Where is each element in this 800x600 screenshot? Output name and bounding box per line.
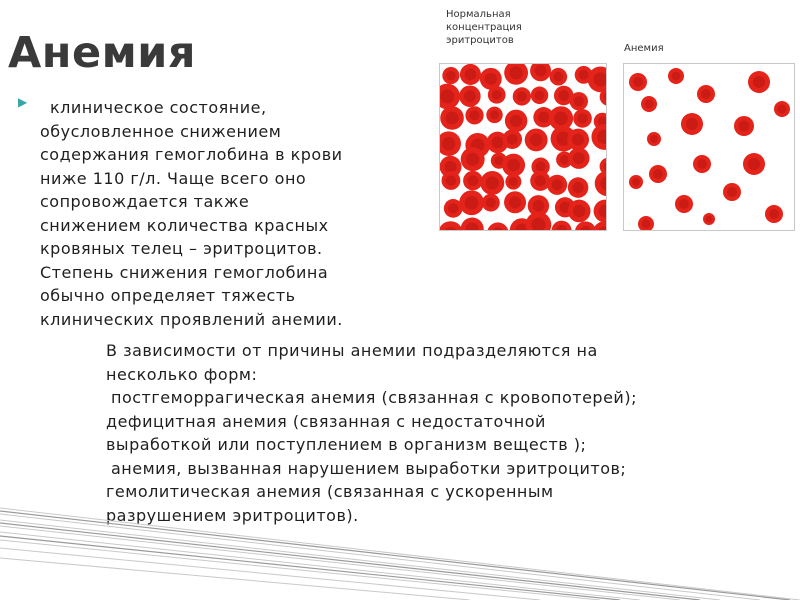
- definition-line: клинических проявлений анемии.: [40, 309, 343, 329]
- erythrocyte-cell: [734, 116, 754, 136]
- slide-title: Анемия: [8, 28, 197, 78]
- erythrocyte-cell: [567, 129, 589, 151]
- forms-line: постгеморрагическая анемия (связанная с кровопотерей);: [111, 388, 637, 407]
- erythrocyte-cell: [505, 110, 527, 132]
- erythrocyte-cell: [697, 85, 715, 103]
- erythrocyte-cell: [482, 194, 500, 212]
- erythrocyte-cell: [531, 87, 549, 105]
- erythrocyte-cell: [502, 129, 522, 149]
- erythrocyte-cell: [480, 171, 504, 195]
- erythrocyte-cell: [552, 221, 572, 230]
- normal-label-line: Нормальная: [446, 9, 511, 20]
- erythrocyte-cell: [774, 101, 790, 117]
- forms-line: несколько форм:: [106, 364, 258, 384]
- erythrocyte-cell: [568, 177, 589, 198]
- erythrocyte-cell: [459, 190, 484, 215]
- normal-erythrocytes-illustration: [440, 64, 606, 230]
- decorative-stripes: [0, 500, 800, 600]
- erythrocyte-cell: [647, 132, 661, 146]
- erythrocyte-cell: [442, 171, 461, 190]
- bullet-arrow-icon: ▶: [18, 95, 28, 109]
- definition-line: обычно определяет тяжесть: [40, 286, 296, 305]
- forms-line: В зависимости от причины анемии подразделяются на: [106, 341, 598, 360]
- erythrocyte-cell: [525, 129, 548, 152]
- erythrocyte-cell: [743, 153, 765, 175]
- normal-label-line: эритроцитов: [446, 35, 514, 46]
- erythrocyte-cell: [459, 85, 481, 107]
- erythrocyte-cell: [504, 64, 528, 85]
- erythrocyte-cell: [530, 64, 551, 81]
- definition-line: кровяных телец – эритроцитов.: [40, 239, 323, 258]
- erythrocyte-cell: [595, 171, 606, 196]
- erythrocyte-cell: [629, 73, 647, 91]
- erythrocyte-cell: [638, 216, 654, 230]
- erythrocyte-cell: [765, 205, 783, 223]
- erythrocyte-cell: [486, 107, 502, 123]
- erythrocyte-cell: [488, 86, 506, 104]
- erythrocyte-cell: [570, 92, 588, 110]
- erythrocyte-cell: [703, 213, 715, 225]
- anemia-panel-label: Анемия: [624, 43, 664, 54]
- forms-line: выработкой или поступлением в организм веществ );: [106, 435, 587, 454]
- erythrocyte-cell: [550, 68, 568, 86]
- erythrocyte-cell: [641, 96, 657, 112]
- normal-panel-label: [446, 8, 522, 47]
- erythrocyte-cell: [504, 191, 526, 213]
- erythrocyte-cell: [668, 68, 684, 84]
- erythrocyte-cell: [547, 175, 567, 195]
- anemia-blood-image: [623, 63, 795, 231]
- erythrocyte-cell: [593, 221, 606, 230]
- normal-blood-image: [439, 63, 607, 231]
- erythrocyte-cell: [629, 175, 643, 189]
- erythrocyte-cell: [591, 124, 606, 150]
- erythrocyte-cell: [440, 84, 460, 110]
- forms-line: дефицитная анемия (связанная с недостаточной: [106, 411, 546, 431]
- definition-line: сопровождается также: [40, 192, 250, 211]
- forms-line: разрушением эритроцитов).: [106, 505, 359, 525]
- erythrocyte-cell: [594, 200, 606, 223]
- erythrocyte-cell: [461, 147, 485, 171]
- definition-line: Степень снижения гемоглобина: [40, 262, 329, 282]
- erythrocyte-cell: [440, 131, 461, 156]
- erythrocyte-cell: [526, 212, 552, 230]
- erythrocyte-cell: [573, 109, 592, 128]
- erythrocyte-cell: [465, 106, 483, 124]
- erythrocyte-cell: [487, 222, 508, 230]
- erythrocyte-cell: [649, 165, 667, 183]
- definition-text: [40, 96, 420, 331]
- erythrocyte-cell: [440, 221, 463, 230]
- erythrocyte-cell: [505, 174, 521, 190]
- erythrocyte-cell: [502, 154, 525, 177]
- anemia-forms-text: [106, 339, 786, 527]
- erythrocyte-cell: [568, 200, 591, 223]
- erythrocyte-cell: [568, 148, 589, 169]
- erythrocyte-cell: [440, 106, 464, 130]
- erythrocyte-cell: [723, 183, 741, 201]
- erythrocyte-cell: [460, 64, 481, 85]
- normal-label-line: концентрация: [446, 22, 522, 33]
- definition-line: снижением количества красных: [40, 215, 329, 235]
- definition-line: содержания гемоглобина в крови: [40, 145, 343, 164]
- definition-line: обусловленное снижением: [40, 121, 282, 141]
- erythrocyte-cell: [442, 67, 459, 84]
- anemia-erythrocytes-illustration: [624, 64, 794, 230]
- erythrocyte-cell: [575, 221, 596, 230]
- erythrocyte-cell: [461, 217, 484, 230]
- erythrocyte-cell: [675, 195, 693, 213]
- erythrocyte-cell: [681, 113, 703, 135]
- erythrocyte-cell: [748, 71, 770, 93]
- erythrocyte-cell: [513, 87, 531, 105]
- definition-line: ниже 110 г/л. Чаще всего оно: [40, 168, 307, 188]
- forms-line: гемолитическая анемия (связанная с ускоренным: [106, 482, 554, 501]
- erythrocyte-cell: [530, 171, 550, 191]
- erythrocyte-cell: [693, 155, 711, 173]
- definition-line: клиническое состояние,: [50, 98, 267, 117]
- forms-line: анемия, вызванная нарушением выработки эритроцитов;: [111, 458, 627, 478]
- erythrocyte-cell: [463, 171, 483, 191]
